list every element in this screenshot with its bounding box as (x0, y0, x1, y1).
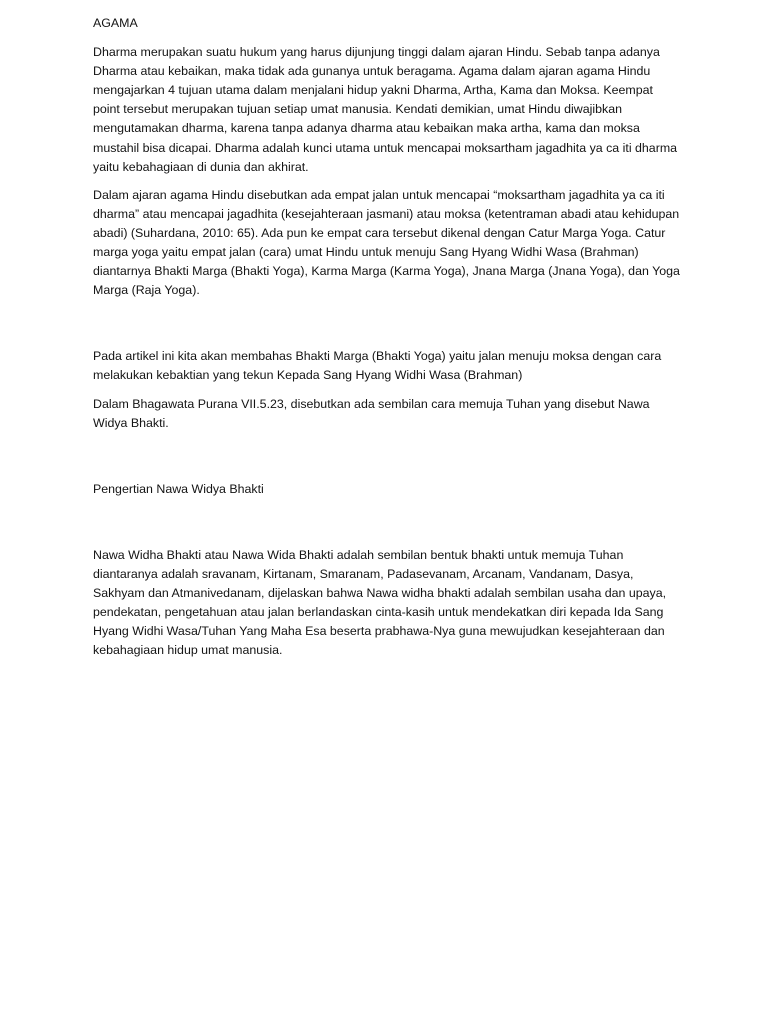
document-body (93, 14, 683, 660)
paragraph-bhagawata-purana: Dalam Bhagawata Purana VII.5.23, disebutkan ada sembilan cara memuja Tuhan yang disebut Nawa Widya Bhakti. (93, 396, 650, 430)
document-title: AGAMA (93, 16, 138, 30)
section-heading-nawa-widya-bhakti: Pengertian Nawa Widya Bhakti (93, 481, 264, 496)
paragraph-nawa-widha-bhakti: Nawa Widha Bhakti atau Nawa Wida Bhakti adalah sembilan bentuk bhakti untuk memuja Tuhan diantaranya adalah sravanam, Kirtanam, Smaranam, Padasevanam, Arcanam, Vandanam, Dasya, Sakhyam dan Atmanivedanam, dijelaskan bahwa Nawa widha bhakti adalah sembilan usaha dan upaya, pendekatan, pengetahuan atau jalan berlandaskan cinta-kasih untuk mendekatkan diri kepada Ida Sang Hyang Widhi Wasa/Tuhan Yang Maha Esa beserta prabhawa-Nya guna mewujudkan kesejahteraan dan kebahagiaan hidup umat manusia. (93, 547, 667, 658)
paragraph-catur-marga: Dalam ajaran agama Hindu disebutkan ada empat jalan untuk mencapai “moksartham jagadhita ya ca iti dharma” atau mencapai jagadhita (kesejahteraan jasmani) atau moksa (ketentraman abadi atau kehidupan abadi) (Suhardana, 2010: 65). Ada pun ke empat cara tersebut dikenal dengan Catur Marga Yoga. Catur marga yoga yaitu empat jalan (cara) umat Hindu untuk menuju Sang Hyang Widhi Wasa (Brahman) diantarnya Bhakti Marga (Bhakti Yoga), Karma Marga (Karma Yoga), Jnana Marga (Jnana Yoga), dan Yoga Marga (Raja Yoga). (93, 187, 680, 298)
paragraph-dharma: Dharma merupakan suatu hukum yang harus dijunjung tinggi dalam ajaran Hindu. Sebab tanpa adanya Dharma atau kebaikan, maka tidak ada gunanya untuk beragama. Agama dalam ajaran agama Hindu mengajarkan 4 tujuan utama dalam menjalani hidup yakni Dharma, Artha, Kama dan Moksa. Keempat point tersebut merupakan tujuan setiap umat manusia. Kendati demikian, umat Hindu diwajibkan mengutamakan dharma, karena tanpa adanya dharma atau kebaikan maka artha, kama dan moksa mustahil bisa dicapai. Dharma adalah kunci utama untuk mencapai moksartham jagadhita ya ca iti dharma yaitu kebahagiaan di dunia dan akhirat. (93, 45, 678, 174)
paragraph-bhakti-marga: Pada artikel ini kita akan membahas Bhakti Marga (Bhakti Yoga) yaitu jalan menuju moksa dengan cara melakukan kebaktian yang tekun Kepada Sang Hyang Widhi Wasa (Brahman) (93, 349, 662, 383)
